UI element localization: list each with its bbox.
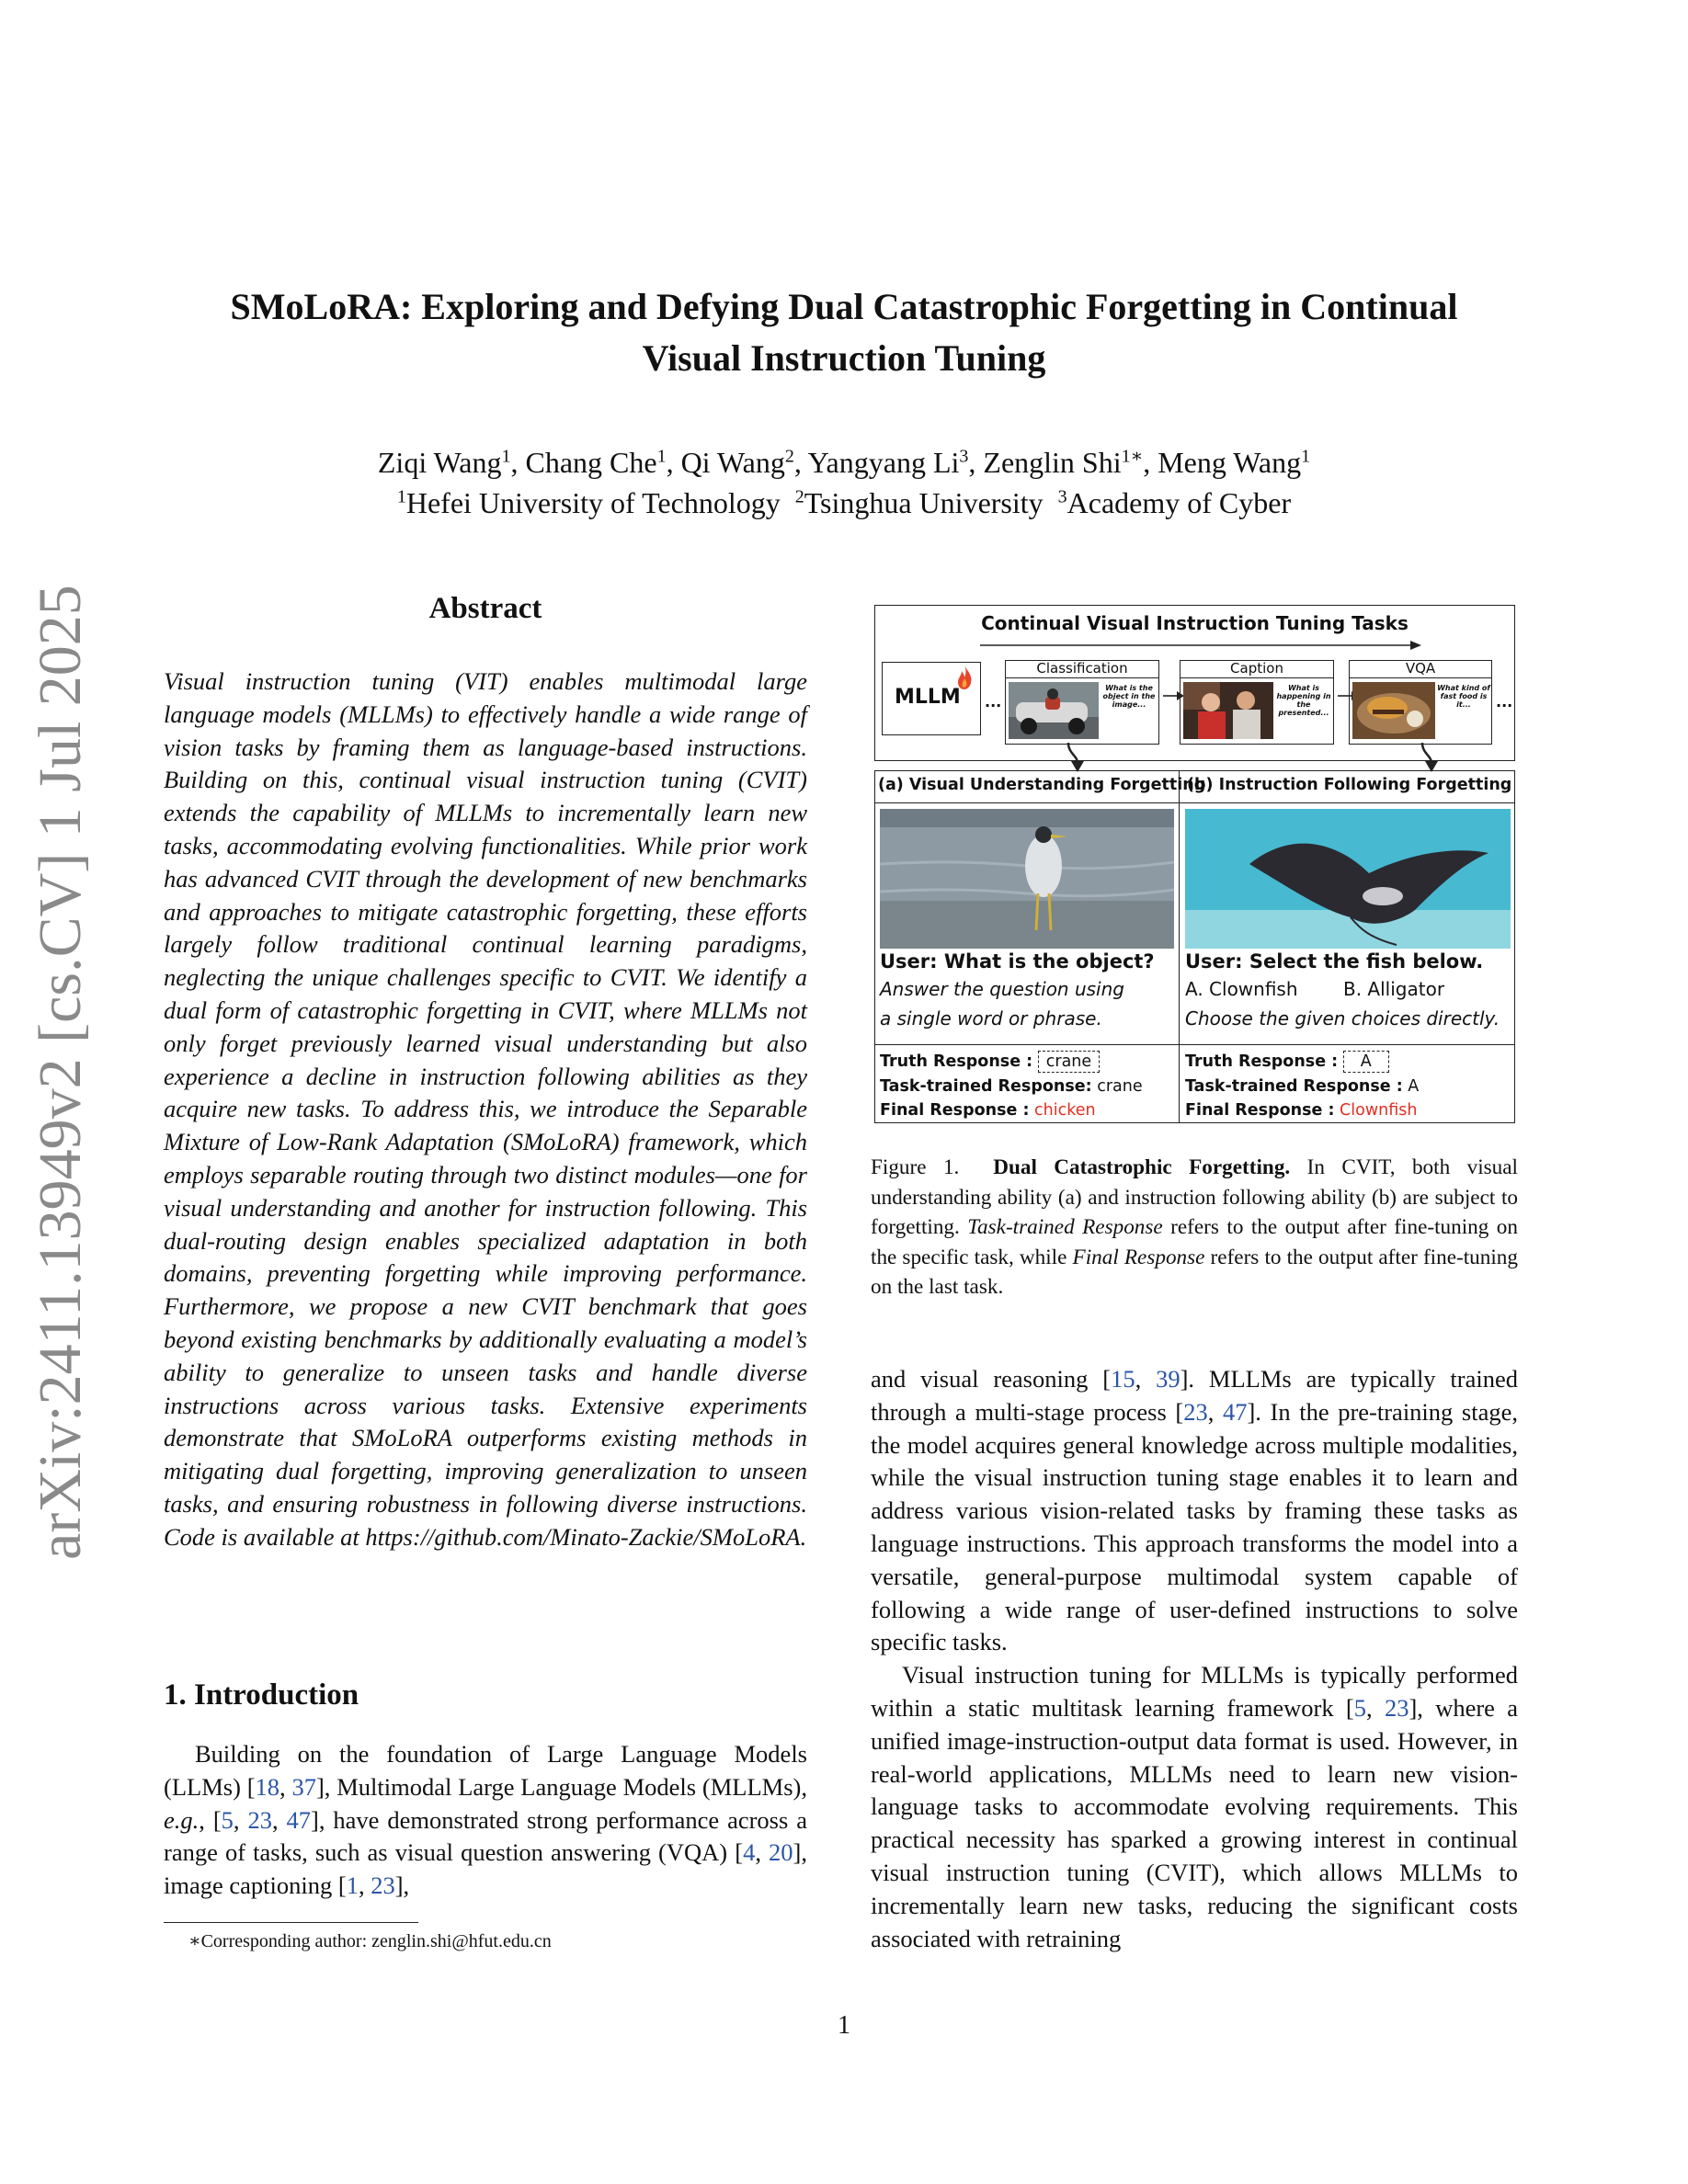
panel-b-choice-a: A. Clownfish [1185, 978, 1298, 1000]
author-affiliation-mark: 1 [656, 446, 667, 467]
abstract-heading: Abstract [428, 592, 542, 625]
author-affiliation-mark: 1∗ [1121, 446, 1144, 467]
panel-a-user-question: User: What is the object? [880, 950, 1155, 973]
author-name: Ziqi Wang [377, 446, 502, 479]
flame-icon [955, 664, 974, 691]
author-affiliation-mark: 1 [1301, 446, 1311, 467]
affiliation-mark: 1 [396, 486, 406, 507]
task-question-vqa: What kind of fast food is it... [1437, 684, 1490, 709]
task-label-vqa: VQA [1349, 660, 1492, 678]
panel-b-trained [1185, 1075, 1419, 1098]
arxiv-side-stamp: arXiv:2411.13949v2 [cs.CV] 1 Jul 2025 [27, 585, 94, 1560]
ellipsis-right: ... [1496, 693, 1513, 711]
trained-label: Task-trained Response: [880, 1077, 1092, 1096]
right-column-body [871, 1363, 1518, 1955]
author-affiliation-mark: 3 [959, 446, 969, 467]
footnote: ∗Corresponding author: zenglin.shi@hfut.edu.cn [188, 1931, 552, 1951]
caption-italic-term: Final Response [1072, 1245, 1205, 1269]
panel-a-title: (a) Visual Understanding Forgetting [878, 776, 1206, 794]
panel-divider [1179, 770, 1180, 1123]
people-image [1183, 682, 1273, 739]
task-question-caption: What is happening in the presented... [1276, 684, 1331, 717]
abstract-text: Visual instruction tuning (VIT) enables multimodal large language models (MLLMs) to effectively handle a wide range of vision tasks by framing them as language-based instructions. Building on this, continual visual instruction tuning (CVIT) extends the capability of MLLMs to incrementally learn new tasks, accommodating evolving functionalities. While prior work has advanced CVIT through the development of new benchmarks and approaches to mitigate catastrophic forgetting, these efforts largely follow traditional continual learning paradigms, neglecting the unique challenges specific to CVIT. We identify a dual form of catastrophic forgetting in CVIT, where MLLMs not only forget previously learned visual understanding but also experience a decline in instruction following abilities as they acquire new tasks. To address this, we introduce the Separable Mixture of Low-Rank Adaptation (SMoLoRA) framework, which employs separable routing through two distinct modules—one for visual understanding and another for instruction following. This dual-routing design enables specialized adaptation in both domains, preventing forgetting while improving performance. Furthermore, we propose a new CVIT benchmark that goes beyond existing benchmarks by additionally evaluating a model’s ability to generalize to unseen tasks and handle diverse instructions across various tasks. Extensive experiments demonstrate that SMoLoRA outperforms existing methods in mitigating dual forgetting, improving generalization to unseen tasks, and ensuring robustness in following diverse instructions. Code is available at https://github.com/Minato-Zackie/SMoLoRA. [164, 667, 807, 1551]
figure-1 [874, 605, 1515, 1123]
task-label-classification: Classification [1005, 660, 1159, 678]
citation-link[interactable]: 18 [255, 1772, 280, 1801]
food-image [1352, 682, 1435, 739]
task-label-caption: Caption [1180, 660, 1334, 678]
paper-title [138, 281, 1550, 384]
citation-link[interactable]: 23 [1384, 1693, 1409, 1722]
truth-label: Truth Response : [1185, 1052, 1339, 1071]
panel-b-truth [1185, 1050, 1389, 1074]
task-question-classification: What is the object in the image... [1102, 684, 1156, 709]
author-list: Ziqi Wang$^1$, Chang Che$^1$, Qi Wang$^2$, Yangyang Li$^3$, Zenglin Shi$^{1∗}$, Meng Wang$^1$ [377, 446, 1311, 479]
intro-paragraph [164, 1738, 807, 1903]
final-label: Final Response : [1185, 1101, 1335, 1120]
caption-prefix: Figure 1. [871, 1155, 960, 1179]
citation-link[interactable]: 4 [743, 1838, 756, 1867]
author-affiliation-mark: 1 [501, 446, 511, 467]
panel-b-instruction: Choose the given choices directly. [1185, 1007, 1500, 1029]
citation-link[interactable]: 47 [1222, 1397, 1248, 1426]
author-name: Meng Wang [1158, 446, 1302, 479]
final-value: chicken [1034, 1101, 1096, 1120]
title-line-2: Visual Instruction Tuning [642, 337, 1046, 379]
caption-text: In CVIT, both visual understanding ability (a) and instruction following ability (b) are subject to forgetting. [871, 1155, 1518, 1239]
page-number: 1 [838, 2011, 850, 2040]
truth-label: Truth Response : [880, 1052, 1033, 1071]
cvit-title: Continual Visual Instruction Tuning Tasks [981, 612, 1409, 634]
truth-value: A [1343, 1051, 1389, 1073]
arrow-down-left-icon [1063, 741, 1090, 774]
affiliation-name: Academy of Cyber [1066, 486, 1292, 519]
panel-a-instruction-2: a single word or phrase. [880, 1007, 1102, 1029]
truth-value: crane [1038, 1051, 1100, 1073]
author-name: Chang Che [525, 446, 657, 479]
italic-text: e.g. [164, 1805, 200, 1834]
affiliation-mark: 2 [794, 486, 804, 507]
caption-bold: Dual Catastrophic Forgetting. [993, 1155, 1291, 1179]
citation-link[interactable]: 5 [1353, 1693, 1367, 1722]
citation-link[interactable]: 39 [1156, 1365, 1180, 1393]
title-line-1: SMoLoRA: Exploring and Defying Dual Catastrophic Forgetting in Continual [230, 286, 1458, 327]
mllm-label: MLLM [895, 686, 961, 709]
panel-b-final [1185, 1098, 1417, 1122]
final-label: Final Response : [880, 1101, 1030, 1120]
affiliation-name: Tsinghua University [804, 486, 1044, 519]
trained-label: Task-trained Response : [1185, 1077, 1403, 1096]
ellipsis-left: ... [985, 693, 1002, 711]
trained-value: A [1408, 1077, 1420, 1096]
author-name: Yangyang Li [807, 446, 960, 479]
task-sequence-arrow [980, 640, 1421, 651]
citation-link[interactable]: 1 [346, 1871, 359, 1900]
affiliation-name: Hefei University of Technology [405, 486, 781, 519]
figure-caption [871, 1153, 1518, 1302]
citation-link[interactable]: 37 [291, 1772, 316, 1801]
body-paragraph: and visual reasoning [15, 39]. MLLMs are typically trained through a multi-stage process [23, 47]. In the pre-training stage, the model acquires general knowledge across multiple modalities, while the visual instruction tuning stage enables it to learn and address various vision-related tasks by framing these tasks as language instructions. This approach transforms the model into a versatile, general-purpose multimodal system capable of following a wide range of user-defined instructions to solve specific tasks. [871, 1365, 1519, 1656]
author-name: Qi Wang [680, 446, 785, 479]
panel-a-final [880, 1098, 1096, 1122]
crane-image [880, 809, 1174, 949]
citation-link[interactable]: 15 [1111, 1365, 1135, 1393]
panel-b-title: (b) Instruction Following Forgetting [1187, 776, 1512, 794]
body-paragraph: Visual instruction tuning for MLLMs is typically performed within a static multitask learning framework [5, 23], where a unified image-instruction-output data format is used. However, in real-world applications, MLLMs need to learn new vision-language tasks to accommodate evolving requirements. This practical necessity has sparked a growing interest in continual visual instruction tuning (CVIT), which allows MLLMs to incrementally learn new tasks, reducing the significant costs associated with retraining [871, 1661, 1519, 1952]
author-affiliation-mark: 2 [784, 446, 794, 467]
citation-link[interactable]: 23 [1183, 1397, 1208, 1426]
panel-b-choice-b: B. Alligator [1343, 978, 1445, 1000]
panel-response-rule [874, 1044, 1515, 1045]
affiliation-mark: 3 [1057, 486, 1067, 507]
panel-b-user-question: User: Select the fish below. [1185, 950, 1484, 973]
manta-ray-image [1185, 809, 1511, 949]
citation-link[interactable]: 47 [286, 1805, 312, 1834]
author-name: Zenglin Shi [983, 446, 1122, 479]
intro-paragraph-1: Building on the foundation of Large Language Models (LLMs) [18, 37], Multimodal Large Language Models (MLLMs), e.g., [5, 23, 47], have demonstrated strong performance across a range of tasks, such as visual question answering (VQA) [4, 20], image captioning [1, 23], [164, 1740, 808, 1900]
panel-a-trained [880, 1075, 1143, 1098]
kart-image [1009, 682, 1099, 739]
citation-link[interactable]: 20 [769, 1838, 793, 1867]
section-heading-introduction: 1. Introduction [164, 1678, 359, 1712]
arrow-down-right-icon [1417, 741, 1444, 774]
trained-value: crane [1097, 1077, 1143, 1096]
caption-text: refers to the output after fine-tuning on the specific task, while [871, 1215, 1518, 1269]
citation-link[interactable]: 23 [371, 1871, 395, 1900]
panel-a-truth [880, 1050, 1100, 1074]
affiliation-list [138, 483, 1550, 523]
author-block [138, 442, 1550, 523]
panel-a-instruction-1: Answer the question using [880, 978, 1124, 1000]
citation-link[interactable]: 23 [247, 1805, 272, 1834]
final-value: Clownfish [1340, 1101, 1418, 1120]
citation-link[interactable]: 5 [221, 1805, 234, 1834]
caption-italic-term: Task-trained Response [967, 1215, 1163, 1239]
caption-text: refers to the output after fine-tuning on the last task. [871, 1245, 1518, 1299]
panel-title-rule [874, 802, 1515, 803]
footnote-rule [164, 1922, 418, 1923]
